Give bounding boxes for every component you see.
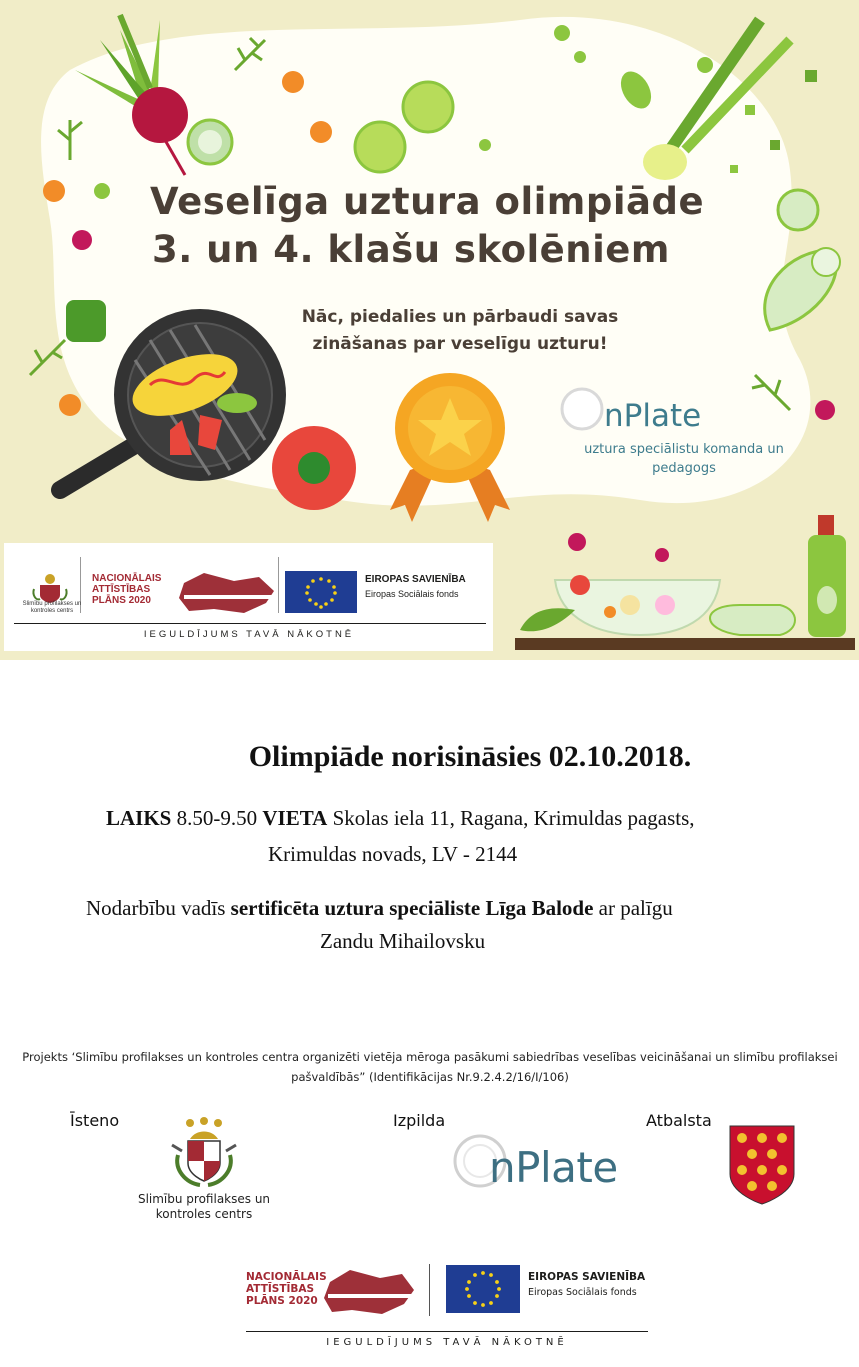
bottom-esf-label: Eiropas Sociālais fonds [528, 1287, 637, 1298]
lead-line2: Zandu Mihailovsku [320, 929, 486, 953]
salad-bowl-icon [515, 533, 855, 650]
bottom-eu-label: EIROPAS SAVIENĪBA [528, 1271, 646, 1283]
banner-eu-label: EIROPAS SAVIENĪBA [365, 574, 466, 585]
nplate-plate-icon [562, 389, 602, 429]
pepper-icon [66, 300, 106, 342]
lead-post: ar palīgu [598, 896, 673, 920]
place-label: VIETA [262, 806, 328, 830]
banner-brand: nPlate [604, 398, 702, 434]
coat-of-arms-icon [33, 574, 66, 603]
spkc-name: Slimību profilakses un kontroles centrs [137, 1192, 271, 1221]
banner-brand-sub: uztura speciālistu komanda un pedagogs [584, 442, 784, 476]
time-value: 8.50-9.50 [176, 806, 258, 830]
latvia-map-icon-2 [324, 1270, 414, 1314]
banner-title-line2: 3. un 4. klašu skolēniem [152, 228, 670, 271]
latvia-coat-of-arms-icon [168, 1115, 240, 1190]
lime-slice-icon-2 [355, 122, 405, 172]
event-lead-line [86, 896, 673, 921]
bottom-divider [429, 1264, 430, 1316]
time-label: LAIKS [106, 806, 172, 830]
banner-logo-strip [4, 543, 493, 651]
latvia-map-icon [179, 573, 274, 613]
krimulda-coat-of-arms-icon [728, 1124, 796, 1206]
logo-divider-2 [278, 557, 279, 613]
project-description: Projekts ‘Slimību profilakses un kontroles centra organizēti vietēja mēroga pasākumi sabiedrības veselības veicināšanai un slimību profilaksei pašvaldībās” (Identifikācijas Nr.9.2.4.2/16/I/106) [22, 1050, 838, 1084]
banner-subtitle: Nāc, piedalies un pārbaudi savas zināšanas par veselīgu uzturu! [301, 307, 619, 354]
logo-strip-rule [14, 623, 486, 624]
place-value-line2: Krimuldas novads, LV - 2144 [268, 842, 518, 866]
poster-banner [0, 0, 859, 660]
lime-slice-icon [403, 82, 453, 132]
bottom-rule [246, 1331, 648, 1332]
bottom-nap-label: NACIONĀLAIS ATTĪSTĪBAS PLĀNS 2020 [246, 1271, 327, 1307]
banner-spkc-label: Slimību profilakses un kontroles centrs [22, 601, 82, 614]
event-headline: Olimpiāde norisināsies 02.10.2018. [248, 740, 692, 773]
nplate-logo-text: nPlate [489, 1143, 618, 1192]
banner-title [150, 178, 704, 274]
oil-bottle-icon [808, 515, 846, 637]
bottom-logo-strip [244, 1262, 648, 1352]
banner-title-line1: Veselīga uztura olimpiāde [150, 180, 705, 223]
bottom-motto: IEGULDĪJUMS TAVĀ NĀKOTNĒ [326, 1337, 568, 1348]
event-time-place-line [106, 806, 695, 831]
lead-bold: sertificēta uztura speciāliste Līga Balode [230, 896, 594, 920]
label-izpilda: Izpilda [393, 1111, 446, 1130]
banner-motto: IEGULDĪJUMS TAVĀ NĀKOTNĒ [143, 629, 355, 640]
label-atbalsta: Atbalsta [646, 1111, 712, 1130]
label-isteno: Īsteno [70, 1111, 120, 1130]
banner-esf-label: Eiropas Sociālais fonds [365, 589, 459, 599]
lead-pre: Nodarbību vadīs [86, 896, 226, 920]
place-value: Skolas iela 11, Ragana, Krimuldas pagasts, [332, 806, 695, 830]
banner-nap-label: NACIONĀLAIS ATTĪSTĪBAS PLĀNS 2020 [92, 573, 162, 606]
